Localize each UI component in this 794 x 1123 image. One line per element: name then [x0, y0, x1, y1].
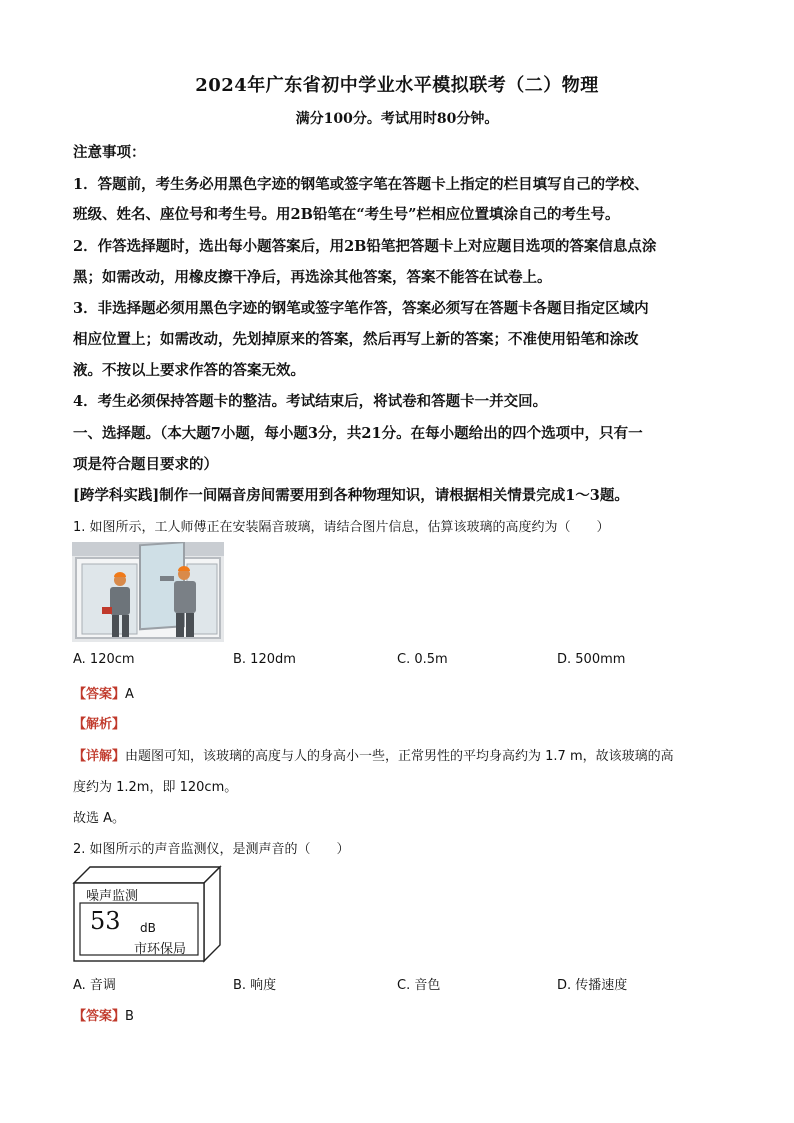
notes-line: 2．作答选择题时，选出每小题答案后，用2B铅笔把答题卡上对应题目选项的答案信息点涂 — [73, 238, 657, 255]
option-a[interactable]: A. 120cm — [73, 652, 135, 667]
question-1-answer — [73, 683, 733, 702]
question-1-analysis — [73, 713, 733, 732]
glass-install-photo — [72, 542, 224, 642]
notes-line: 黑；如需改动，用橡皮擦干净后，再选涂其他答案，答案不能答在试卷上。 — [73, 269, 552, 286]
section-heading-cont: 项是符合题目要求的） — [73, 456, 218, 473]
exam-subtitle: 满分100分。考试用时80分钟。 — [295, 111, 499, 127]
answer-value: A — [125, 687, 134, 702]
section-heading: 一、选择题。（本大题7小题，每小题3分，共21分。在每小题给出的四个选项中，只有一 — [73, 425, 643, 442]
noise-monitor — [72, 865, 222, 965]
detail-tag: 【详解】 — [73, 749, 126, 764]
notes-line: 1．答题前，考生务必用黑色字迹的钢笔或签字笔在答题卡上指定的栏目填写自己的学校、 — [73, 176, 649, 193]
detail-text: 由题图可知，该玻璃的高度与人的身高小一些，正常男性的平均身高约为 1.7 m，故该玻璃的高 — [125, 749, 674, 764]
notes-line: 班级、姓名、座位号和考生号。用2B铅笔在“考生号”栏相应位置填涂自己的考生号。 — [73, 206, 620, 223]
option-b[interactable]: B. 响度 — [233, 978, 277, 993]
workers-icon — [72, 542, 224, 642]
option-d[interactable]: D. 500mm — [557, 652, 626, 667]
question-2-answer — [73, 1005, 733, 1024]
monitor-unit: dB — [140, 921, 156, 935]
option-b[interactable]: B. 120dm — [233, 652, 296, 667]
notes-line: 4．考生必须保持答题卡的整洁。考试结束后，将试卷和答题卡一并交回。 — [73, 393, 548, 410]
monitor-agency: 市环保局 — [134, 942, 187, 957]
answer-tag: 【答案】 — [73, 1009, 126, 1024]
answer-value: B — [125, 1009, 134, 1024]
monitor-label: 噪声监测 — [86, 889, 139, 904]
exam-title: 2024年广东省初中学业水平模拟联考（二）物理 — [195, 75, 599, 96]
question-2-stem: 2. 如图所示的声音监测仪，是测声音的（ ） — [73, 842, 350, 857]
option-c[interactable]: C. 音色 — [397, 978, 441, 993]
notes-line: 液。不按以上要求作答的答案无效。 — [73, 362, 305, 379]
answer-tag: 【答案】 — [73, 687, 126, 702]
question-1-stem: 1. 如图所示，工人师傅正在安装隔音玻璃，请结合图片信息，估算该玻璃的高度约为（ ） — [73, 520, 610, 535]
question-1-detail-cont: 度约为 1.2m，即 120cm。 — [73, 780, 238, 795]
option-a[interactable]: A. 音调 — [73, 978, 116, 993]
question-1-conclusion: 故选 A。 — [73, 811, 126, 826]
notes-heading: 注意事项： — [73, 144, 146, 161]
analysis-tag: 【解析】 — [73, 717, 126, 732]
context-text: [跨学科实践]制作一间隔音房间需要用到各种物理知识，请根据相关情景完成1～3题。 — [73, 487, 629, 504]
question-1-detail — [73, 745, 733, 764]
option-d[interactable]: D. 传播速度 — [557, 978, 628, 993]
notes-line: 3．非选择题必须用黑色字迹的钢笔或签字笔作答，答案必须写在答题卡各题目指定区域内 — [73, 300, 649, 317]
monitor-value: 53 — [90, 907, 121, 935]
option-c[interactable]: C. 0.5m — [397, 652, 448, 667]
notes-line: 相应位置上；如需改动，先划掉原来的答案，然后再写上新的答案；不准使用铅笔和涂改 — [73, 331, 639, 348]
